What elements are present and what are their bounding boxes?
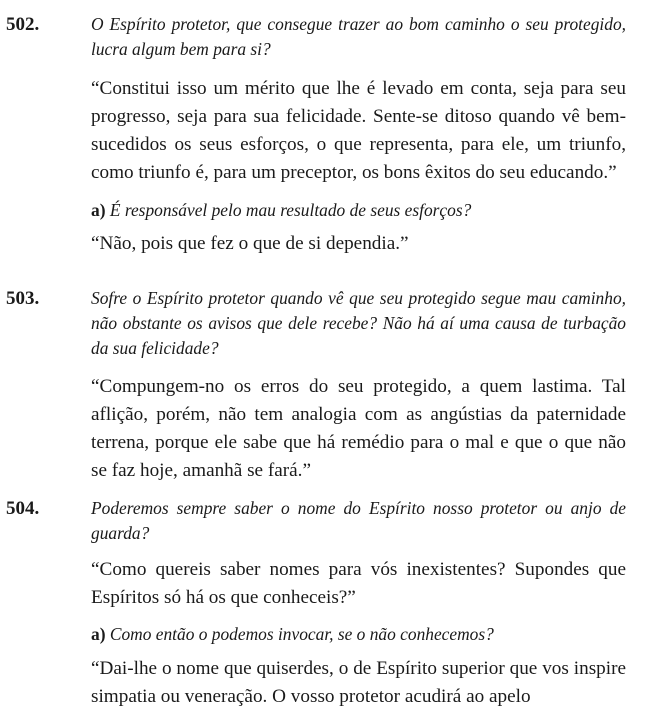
sub-question-label: a) xyxy=(91,200,106,220)
sub-question-label: a) xyxy=(91,624,106,644)
question-number: 502. xyxy=(6,14,40,35)
sub-question-text: Como então o podemos invocar, se o não conhecemos? xyxy=(109,624,494,644)
answer-text: “Como quereis saber nomes para vós inexistentes? Supondes que Espíritos só há os que conheceis?” xyxy=(91,559,626,608)
sub-question-text: É responsável pelo mau resultado de seus esforços? xyxy=(109,200,472,220)
answer-text: “Compungem-no os erros do seu protegido, a quem lastima. Tal aflição, porém, não tem analogia com as angústias da paternidade terrena, porque ele sabe que há remédio para o mal e que o que não se faz hoje, amanhã se fará.” xyxy=(91,376,626,481)
sub-answer-text: “Dai-lhe o nome que quiserdes, o de Espírito superior que vos inspire simpatia ou veneração. O vosso protetor acudirá ao apelo xyxy=(91,658,626,707)
sub-question xyxy=(91,198,626,223)
question-text: Sofre o Espírito protetor quando vê que seu protegido segue mau caminho, não obstante os avisos que dele recebe? Não há aí uma causa de turbação da sua felicidade? xyxy=(91,288,626,358)
entry-body xyxy=(91,12,626,258)
sub-answer-text: “Não, pois que fez o que de si dependia.” xyxy=(91,233,409,254)
question-text: Poderemos sempre saber o nome do Espírito nosso protetor ou anjo de guarda? xyxy=(91,498,626,543)
answer-text: “Constitui isso um mérito que lhe é levado em conta, seja para seu progresso, seja para sua felicidade. Sente-se ditoso quando vê bem-sucedidos os seus esforços, o que representa, para ele, um triunfo, como triunfo é, para um preceptor, os bons êxitos do seu educando.” xyxy=(91,78,626,183)
question-text: O Espírito protetor, que consegue trazer ao bom caminho o seu protegido, lucra algum bem para si? xyxy=(91,14,626,59)
question-number: 504. xyxy=(6,498,40,519)
question-number: 503. xyxy=(6,288,40,309)
entry-body xyxy=(91,496,626,710)
entry-body xyxy=(91,286,626,485)
sub-question xyxy=(91,622,626,647)
